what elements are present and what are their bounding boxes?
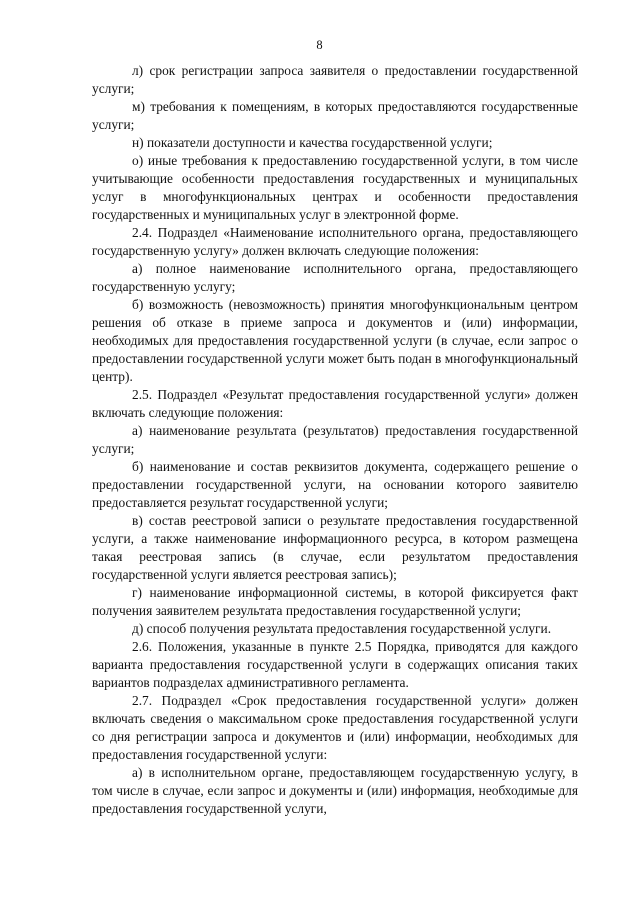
list-item-2-5-d: д) способ получения результата предоставления государственной услуги. [132, 621, 552, 636]
list-item-2-5-b: б) наименование и состав реквизитов документа, содержащего решение о предоставлении государственной услуги, на основании которого заявителю предоставляется результат государственной услуги; [92, 459, 578, 510]
list-item-2-4-b: б) возможность (невозможность) принятия многофункциональным центром решения об отказе в приеме запроса и документов и (или) информации, необходимых для предоставления государственной услуги (в случае, если запрос о предоставлении государственной услуги может быть подан в многофункциональный центр). [92, 297, 578, 384]
section-2-4: 2.4. Подраздел «Наименование исполнительного органа, предоставляющего государственную услугу» должен включать следующие положения: [92, 225, 578, 258]
list-item-2-5-g: г) наименование информационной системы, в которой фиксируется факт получения заявителем результата предоставления государственной услуги; [92, 585, 578, 618]
page-number: 8 [316, 38, 323, 52]
list-item-2-5-a: а) наименование результата (результатов) предоставления государственной услуги; [92, 423, 578, 456]
list-item-2-4-a: а) полное наименование исполнительного органа, предоставляющего государственную услугу; [92, 261, 578, 294]
section-2-7: 2.7. Подраздел «Срок предоставления государственной услуги» должен включать сведения о максимальном сроке предоставления государственной услуги со дня регистрации запроса и документов и (или) информации, необходимых для предоставления государственной услуги: [92, 693, 578, 762]
list-item-o: о) иные требования к предоставлению государственной услуги, в том числе учитывающие особенности предоставления государственных и муниципальных услуг в многофункциональных центрах и особенности предоставления государственных и муниципальных услуг в электронной форме. [92, 153, 578, 222]
list-item-2-7-a: а) в исполнительном органе, предоставляющем государственную услугу, в том числе в случае, если запрос и документы и (или) информация, необходимые для предоставления государственной услуги, [92, 765, 578, 816]
section-2-6: 2.6. Положения, указанные в пункте 2.5 Порядка, приводятся для каждого варианта предоставления государственной услуги в содержащих описания таких вариантов подразделах административного регламента. [92, 639, 578, 690]
section-2-5: 2.5. Подраздел «Результат предоставления государственной услуги» должен включать следующие положения: [92, 387, 578, 420]
list-item-m: м) требования к помещениям, в которых предоставляются государственные услуги; [92, 99, 578, 132]
list-item-2-5-v: в) состав реестровой записи о результате предоставления государственной услуги, а также наименование информационного ресурса, в котором размещена такая реестровая запись (в случае, если результатом предоставления государственной услуги является реестровая запись); [92, 513, 578, 582]
list-item-l: л) срок регистрации запроса заявителя о предоставлении государственной услуги; [92, 63, 578, 96]
body-text [92, 62, 578, 818]
list-item-n: н) показатели доступности и качества государственной услуги; [132, 135, 493, 150]
